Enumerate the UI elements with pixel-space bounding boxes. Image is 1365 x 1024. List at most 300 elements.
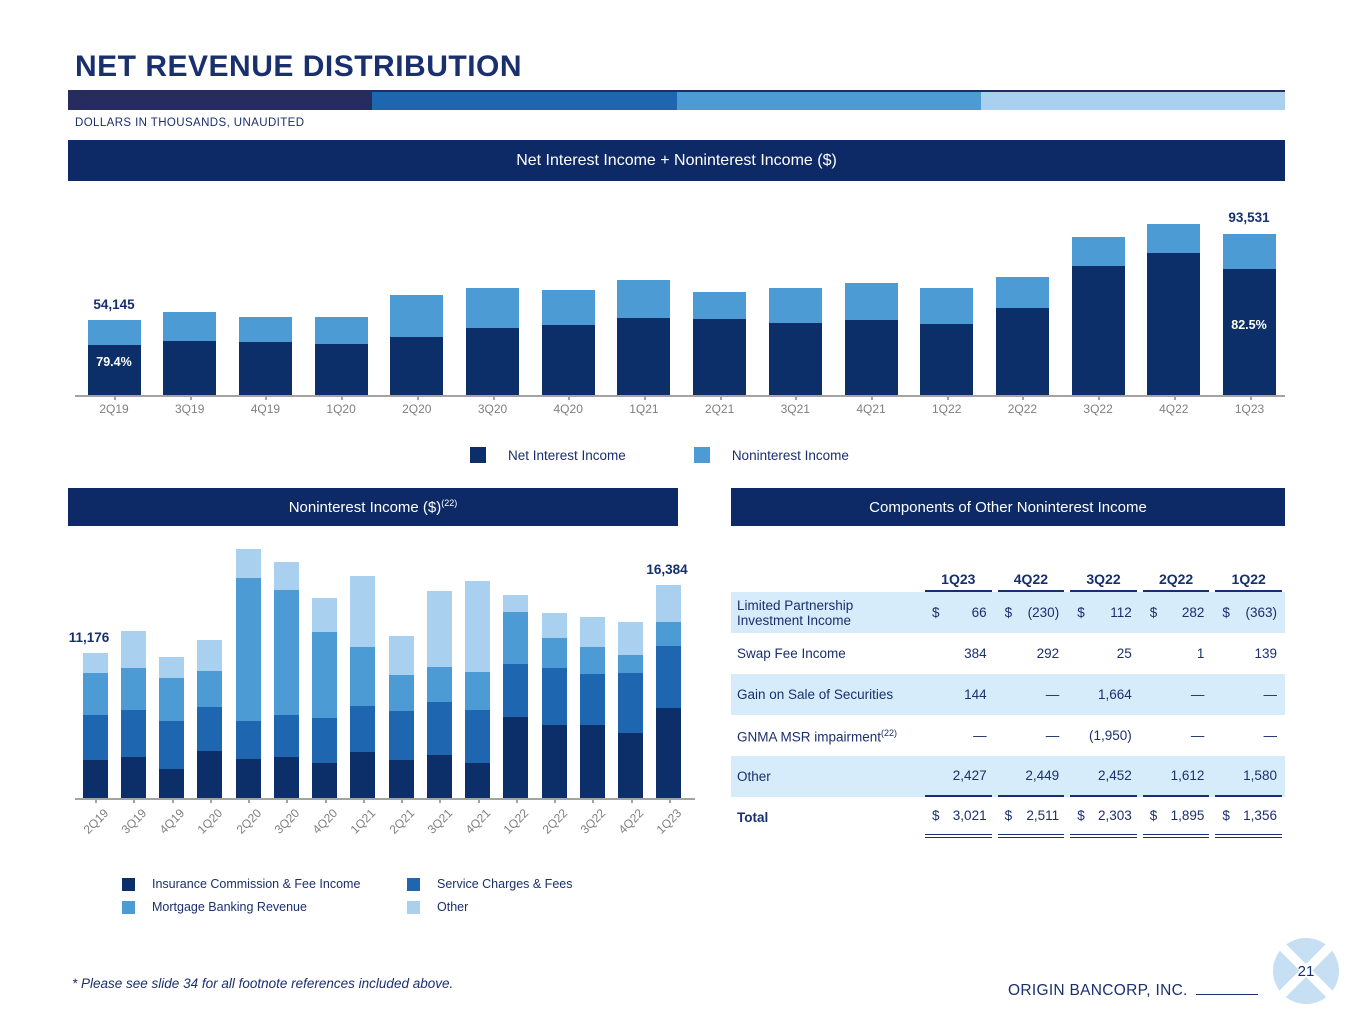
segment-service-charges-fees bbox=[618, 673, 643, 733]
axis-tick bbox=[592, 798, 594, 803]
axis-tick bbox=[210, 798, 212, 803]
table-value-cell bbox=[925, 797, 992, 838]
segment-service-charges-fees bbox=[312, 718, 337, 763]
row-label: Swap Fee Income bbox=[737, 646, 846, 661]
top-chart-banner bbox=[68, 140, 1285, 181]
table-value-cell bbox=[925, 674, 992, 715]
legend-label: Mortgage Banking Revenue bbox=[152, 900, 307, 914]
segment-service-charges-fees bbox=[83, 715, 108, 760]
top-chart-last-total-label: 93,531 bbox=[1228, 210, 1270, 225]
legend-swatch bbox=[122, 878, 135, 891]
accent-bar-segment bbox=[68, 92, 372, 110]
row-label: Other bbox=[737, 769, 771, 784]
axis-tick bbox=[114, 395, 116, 400]
segment-noninterest-income bbox=[920, 288, 973, 323]
revenue-bar-4Q21 bbox=[845, 283, 898, 395]
cell-value: 144 bbox=[964, 687, 987, 702]
segment-mortgage-banking-revenue bbox=[350, 647, 375, 706]
segment-insurance-commission-fee-income bbox=[350, 752, 375, 799]
segment-service-charges-fees bbox=[197, 707, 222, 751]
segment-mortgage-banking-revenue bbox=[236, 578, 261, 721]
segment-service-charges-fees bbox=[389, 711, 414, 760]
segment-mortgage-banking-revenue bbox=[580, 647, 605, 673]
legend-label: Other bbox=[437, 900, 469, 914]
segment-noninterest-income bbox=[239, 317, 292, 342]
cell-value: 1,612 bbox=[1170, 768, 1205, 783]
axis-tick bbox=[172, 798, 174, 803]
segment-service-charges-fees bbox=[465, 710, 490, 763]
table-value-cell bbox=[925, 756, 992, 797]
x-axis-label: 4Q20 bbox=[309, 806, 341, 837]
revenue-bar-1Q20 bbox=[315, 317, 368, 395]
segment-other bbox=[465, 581, 490, 672]
axis-tick bbox=[401, 798, 403, 803]
segment-insurance-commission-fee-income bbox=[465, 763, 490, 799]
legend-swatch bbox=[470, 447, 486, 463]
legend-label: Insurance Commission & Fee Income bbox=[152, 877, 361, 891]
table-row-swap-fee-income bbox=[731, 633, 1285, 674]
x-axis-label: 1Q23 bbox=[653, 806, 685, 837]
table-value-cell bbox=[1143, 674, 1210, 715]
segment-net-interest-income bbox=[617, 318, 670, 395]
segment-other bbox=[121, 631, 146, 668]
segment-net-interest-income bbox=[1072, 266, 1125, 395]
segment-service-charges-fees bbox=[542, 668, 567, 725]
dollar-sign: $ bbox=[1149, 808, 1158, 823]
dollar-sign: $ bbox=[1149, 605, 1158, 620]
table-value-cell bbox=[925, 633, 992, 674]
header-accent-bar bbox=[68, 90, 1285, 112]
axis-tick bbox=[478, 798, 480, 803]
net-revenue-stacked-bar-chart bbox=[68, 185, 1285, 395]
x-axis-label: 2Q22 bbox=[1007, 402, 1038, 416]
cell-value: (1,950) bbox=[1089, 728, 1132, 743]
axis-tick bbox=[417, 395, 419, 400]
table-value-cell bbox=[1143, 715, 1210, 756]
segment-other bbox=[83, 653, 108, 673]
segment-noninterest-income bbox=[466, 288, 519, 327]
x-axis-label: 2Q19 bbox=[80, 806, 111, 837]
cell-value: 25 bbox=[1116, 646, 1132, 661]
bottom-chart-last-total-label: 16,384 bbox=[646, 562, 688, 577]
dollar-sign: $ bbox=[1004, 605, 1013, 620]
segment-noninterest-income bbox=[845, 283, 898, 321]
table-value-cell bbox=[1143, 592, 1210, 633]
segment-noninterest-income bbox=[315, 317, 368, 344]
cell-value: 2,427 bbox=[952, 768, 987, 783]
cell-value: — bbox=[1263, 687, 1277, 702]
segment-mortgage-banking-revenue bbox=[159, 678, 184, 722]
segment-noninterest-income bbox=[996, 277, 1049, 308]
cell-value: 282 bbox=[1181, 605, 1205, 620]
segment-insurance-commission-fee-income bbox=[159, 769, 184, 799]
segment-other bbox=[350, 576, 375, 647]
x-axis-label: 3Q19 bbox=[175, 402, 205, 416]
noninterest-bar-3Q20 bbox=[274, 562, 299, 799]
legend-label: Noninterest Income bbox=[731, 447, 849, 463]
noninterest-bar-3Q19 bbox=[121, 631, 146, 799]
segment-insurance-commission-fee-income bbox=[656, 708, 681, 799]
noninterest-income-stacked-bar-chart bbox=[68, 538, 708, 799]
segment-net-interest-income bbox=[693, 319, 746, 395]
table-value-cell bbox=[1143, 797, 1210, 838]
noninterest-bar-1Q22 bbox=[503, 595, 528, 799]
table-value-cell bbox=[1143, 633, 1210, 674]
segment-other bbox=[503, 595, 528, 613]
x-axis-label: 4Q20 bbox=[553, 402, 583, 416]
segment-noninterest-income bbox=[390, 295, 443, 337]
segment-service-charges-fees bbox=[427, 702, 452, 755]
revenue-bar-3Q22 bbox=[1072, 237, 1125, 395]
axis-tick bbox=[363, 798, 365, 803]
segment-mortgage-banking-revenue bbox=[427, 667, 452, 703]
table-value-cell bbox=[1070, 797, 1137, 838]
segment-service-charges-fees bbox=[580, 674, 605, 725]
x-axis-label: 1Q20 bbox=[194, 806, 226, 837]
revenue-bar-2Q21 bbox=[693, 292, 746, 395]
segment-other bbox=[389, 636, 414, 675]
legend-label: Service Charges & Fees bbox=[437, 877, 573, 891]
segment-service-charges-fees bbox=[656, 646, 681, 707]
x-axis-label: 2Q21 bbox=[386, 806, 417, 837]
table-value-cell bbox=[1070, 592, 1137, 633]
axis-tick bbox=[554, 798, 556, 803]
x-axis-label: 3Q20 bbox=[271, 806, 303, 837]
axis-tick bbox=[439, 798, 441, 803]
bottom-chart-legend bbox=[122, 877, 572, 914]
x-axis-label: 3Q21 bbox=[780, 402, 810, 416]
cell-value: — bbox=[1045, 687, 1060, 702]
segment-mortgage-banking-revenue bbox=[542, 638, 567, 669]
x-axis-label: 2Q21 bbox=[704, 402, 735, 416]
cell-value: 2,452 bbox=[1097, 768, 1132, 783]
footnote: * Please see slide 34 for all footnote references included above. bbox=[72, 976, 454, 991]
noninterest-bar-2Q22 bbox=[542, 613, 567, 799]
segment-net-interest-income bbox=[1223, 269, 1276, 395]
accent-bar-segment bbox=[981, 92, 1285, 110]
axis-tick bbox=[644, 395, 646, 400]
segment-net-interest-income bbox=[542, 325, 595, 395]
cell-value: 384 bbox=[964, 646, 987, 661]
noninterest-bar-1Q23 bbox=[656, 585, 681, 799]
legend-item-service-charges-fees bbox=[407, 877, 572, 891]
table-value-cell bbox=[1070, 674, 1137, 715]
table-banner bbox=[731, 488, 1285, 526]
axis-tick bbox=[516, 798, 518, 803]
revenue-bar-3Q21 bbox=[769, 288, 822, 395]
segment-noninterest-income bbox=[693, 292, 746, 319]
segment-mortgage-banking-revenue bbox=[389, 675, 414, 711]
segment-noninterest-income bbox=[88, 320, 141, 344]
cell-value: (363) bbox=[1245, 605, 1277, 620]
segment-net-interest-income bbox=[769, 323, 822, 395]
segment-insurance-commission-fee-income bbox=[427, 755, 452, 799]
axis-tick bbox=[568, 395, 570, 400]
segment-mortgage-banking-revenue bbox=[274, 590, 299, 715]
table-row-limited-partnership-investment-income bbox=[731, 592, 1285, 633]
x-axis-label: 1Q21 bbox=[629, 402, 659, 416]
segment-mortgage-banking-revenue bbox=[465, 672, 490, 710]
table-col-header-3q22: 3Q22 bbox=[1070, 571, 1137, 592]
segment-insurance-commission-fee-income bbox=[542, 725, 567, 799]
table-value-cell bbox=[925, 592, 992, 633]
segment-insurance-commission-fee-income bbox=[236, 759, 261, 799]
cell-value: — bbox=[1045, 728, 1060, 743]
segment-net-interest-income bbox=[88, 345, 141, 395]
cell-value: 2,511 bbox=[1026, 808, 1060, 823]
footnote-ref: (22) bbox=[441, 497, 458, 508]
x-axis-label: 2Q22 bbox=[539, 806, 570, 837]
cell-value: 66 bbox=[971, 605, 987, 620]
x-axis-label: 4Q22 bbox=[1159, 402, 1189, 416]
dollar-sign: $ bbox=[932, 605, 940, 620]
x-axis-label: 2Q19 bbox=[99, 402, 129, 416]
x-axis-label: 4Q21 bbox=[462, 806, 494, 837]
revenue-bar-1Q23 bbox=[1223, 233, 1276, 395]
revenue-bar-1Q21 bbox=[617, 280, 670, 395]
segment-insurance-commission-fee-income bbox=[618, 733, 643, 799]
segment-noninterest-income bbox=[163, 312, 216, 340]
segment-noninterest-income bbox=[542, 290, 595, 324]
segment-service-charges-fees bbox=[236, 721, 261, 759]
legend-item-noninterest-income bbox=[694, 447, 849, 463]
top-chart-first-total-label: 54,145 bbox=[93, 297, 135, 312]
segment-net-interest-income bbox=[1147, 253, 1200, 395]
segment-mortgage-banking-revenue bbox=[312, 632, 337, 718]
noninterest-bar-4Q19 bbox=[159, 657, 184, 799]
x-axis-label: 1Q20 bbox=[326, 402, 356, 416]
axis-tick bbox=[1022, 395, 1024, 400]
origin-logo bbox=[1273, 938, 1339, 1004]
top-chart-last-pct-label: 82.5% bbox=[1231, 318, 1267, 332]
table-row-total bbox=[731, 797, 1285, 838]
footnote-ref: (22) bbox=[881, 728, 898, 739]
subtitle: DOLLARS IN THOUSANDS, UNAUDITED bbox=[75, 117, 305, 129]
segment-insurance-commission-fee-income bbox=[121, 757, 146, 799]
cell-value: 112 bbox=[1110, 605, 1132, 620]
legend-swatch bbox=[694, 447, 710, 463]
segment-other bbox=[159, 657, 184, 677]
revenue-bar-4Q22 bbox=[1147, 224, 1200, 395]
noninterest-bar-2Q19 bbox=[83, 653, 108, 799]
segment-other bbox=[656, 585, 681, 622]
row-label: Total bbox=[737, 810, 769, 825]
top-chart-first-pct-label: 79.4% bbox=[96, 355, 132, 369]
bottom-chart-banner bbox=[68, 488, 678, 526]
table-col-header-1q22: 1Q22 bbox=[1215, 571, 1282, 592]
x-axis-label: 4Q19 bbox=[250, 402, 281, 416]
x-axis-label: 1Q21 bbox=[347, 806, 379, 837]
legend-swatch bbox=[407, 878, 420, 891]
cell-value: — bbox=[1190, 728, 1205, 743]
revenue-bar-3Q20 bbox=[466, 288, 519, 395]
segment-insurance-commission-fee-income bbox=[503, 717, 528, 799]
x-axis-label: 4Q19 bbox=[156, 806, 188, 837]
table-value-cell bbox=[1215, 797, 1282, 838]
table-title: Components of Other Noninterest Income bbox=[869, 498, 1147, 516]
cell-value: 1,895 bbox=[1170, 808, 1205, 823]
legend-item-net-interest-income bbox=[470, 447, 626, 463]
segment-mortgage-banking-revenue bbox=[656, 622, 681, 647]
bottom-chart-x-axis bbox=[75, 798, 695, 800]
legend-item-mortgage-banking-revenue bbox=[122, 900, 407, 914]
axis-tick bbox=[871, 395, 873, 400]
x-axis-label: 3Q21 bbox=[424, 806, 456, 837]
axis-tick bbox=[190, 395, 192, 400]
cell-value: 139 bbox=[1254, 646, 1277, 661]
top-chart-legend bbox=[470, 447, 849, 463]
axis-tick bbox=[1098, 395, 1100, 400]
segment-mortgage-banking-revenue bbox=[503, 612, 528, 664]
axis-tick bbox=[1174, 395, 1176, 400]
x-axis-label: 3Q22 bbox=[577, 806, 609, 837]
table-row-gain-on-sale-of-securities bbox=[731, 674, 1285, 715]
table-value-cell bbox=[1070, 756, 1137, 797]
dollar-sign: $ bbox=[932, 808, 940, 823]
segment-insurance-commission-fee-income bbox=[580, 725, 605, 799]
axis-tick bbox=[947, 395, 949, 400]
row-label: Gain on Sale of Securities bbox=[737, 687, 894, 702]
axis-tick bbox=[341, 395, 343, 400]
legend-swatch bbox=[122, 901, 135, 914]
table-header-row bbox=[731, 556, 1285, 592]
segment-net-interest-income bbox=[163, 341, 216, 395]
legend-item-insurance-commission-fee-income bbox=[122, 877, 407, 891]
table-value-cell bbox=[925, 715, 992, 756]
segment-noninterest-income bbox=[617, 280, 670, 319]
revenue-bar-3Q19 bbox=[163, 312, 216, 395]
cell-value: — bbox=[1263, 728, 1277, 743]
segment-mortgage-banking-revenue bbox=[618, 655, 643, 673]
segment-other bbox=[236, 549, 261, 578]
legend-label: Net Interest Income bbox=[508, 447, 626, 463]
x-axis-label: 4Q22 bbox=[615, 806, 647, 837]
cell-value: 2,449 bbox=[1025, 768, 1060, 783]
noninterest-bar-3Q21 bbox=[427, 591, 452, 799]
table-col-header-1q23: 1Q23 bbox=[925, 571, 992, 592]
segment-net-interest-income bbox=[466, 328, 519, 395]
table-value-cell bbox=[998, 674, 1065, 715]
table-col-header-2q22: 2Q22 bbox=[1143, 571, 1210, 592]
noninterest-bar-4Q22 bbox=[618, 622, 643, 799]
cell-value: — bbox=[1190, 687, 1205, 702]
company-underline bbox=[1196, 994, 1258, 995]
x-axis-label: 2Q20 bbox=[233, 806, 264, 837]
segment-other bbox=[618, 622, 643, 655]
x-axis-label: 3Q22 bbox=[1083, 402, 1113, 416]
segment-noninterest-income bbox=[1072, 237, 1125, 266]
table-value-cell bbox=[998, 592, 1065, 633]
axis-tick bbox=[248, 798, 250, 803]
x-axis-label: 2Q20 bbox=[402, 402, 432, 416]
segment-insurance-commission-fee-income bbox=[389, 760, 414, 799]
segment-other bbox=[580, 617, 605, 647]
noninterest-bar-2Q21 bbox=[389, 636, 414, 799]
accent-bar-segment bbox=[372, 92, 676, 110]
axis-tick bbox=[265, 395, 267, 400]
segment-service-charges-fees bbox=[350, 706, 375, 752]
company-name: ORIGIN BANCORP, INC. bbox=[1008, 982, 1258, 1000]
axis-tick bbox=[286, 798, 288, 803]
table-col-header-4q22: 4Q22 bbox=[998, 571, 1065, 592]
x-axis-label: 1Q23 bbox=[1234, 402, 1265, 416]
axis-tick bbox=[95, 798, 97, 803]
bottom-chart-first-total-label: 11,176 bbox=[68, 630, 110, 645]
table-value-cell bbox=[1215, 756, 1282, 797]
axis-tick bbox=[133, 798, 135, 803]
segment-insurance-commission-fee-income bbox=[274, 757, 299, 799]
top-chart-title: Net Interest Income + Noninterest Income ($) bbox=[516, 151, 837, 169]
segment-service-charges-fees bbox=[274, 715, 299, 757]
segment-service-charges-fees bbox=[121, 710, 146, 757]
x-axis-label: 4Q21 bbox=[856, 402, 886, 416]
segment-net-interest-income bbox=[315, 344, 368, 395]
segment-mortgage-banking-revenue bbox=[197, 671, 222, 707]
segment-net-interest-income bbox=[845, 320, 898, 395]
noninterest-bar-2Q20 bbox=[236, 549, 261, 799]
row-label: Limited Partnership Investment Income bbox=[737, 597, 854, 628]
cell-value: (230) bbox=[1027, 605, 1060, 620]
table-row-gnma-msr-impairment bbox=[731, 715, 1285, 756]
legend-item-other bbox=[407, 900, 572, 914]
dollar-sign: $ bbox=[1004, 808, 1013, 823]
segment-net-interest-income bbox=[239, 342, 292, 395]
segment-noninterest-income bbox=[1147, 224, 1200, 253]
revenue-bar-2Q22 bbox=[996, 277, 1049, 395]
axis-tick bbox=[720, 395, 722, 400]
segment-net-interest-income bbox=[920, 324, 973, 395]
x-axis-label: 1Q22 bbox=[932, 402, 962, 416]
noninterest-bar-1Q20 bbox=[197, 640, 222, 799]
segment-noninterest-income bbox=[769, 288, 822, 323]
x-axis-label: 1Q22 bbox=[500, 806, 532, 837]
cell-value: 292 bbox=[1036, 646, 1060, 661]
axis-tick bbox=[493, 395, 495, 400]
noninterest-bar-4Q21 bbox=[465, 581, 490, 799]
segment-net-interest-income bbox=[390, 337, 443, 395]
segment-noninterest-income bbox=[1223, 234, 1276, 270]
axis-tick bbox=[325, 798, 327, 803]
cell-value: 1,664 bbox=[1097, 687, 1132, 702]
dollar-sign: $ bbox=[1077, 808, 1085, 823]
segment-other bbox=[312, 598, 337, 632]
bottom-chart-title: Noninterest Income ($)$^{(22)}$ bbox=[288, 497, 458, 516]
segment-net-interest-income bbox=[996, 308, 1049, 395]
noninterest-bar-1Q21 bbox=[350, 576, 375, 799]
axis-tick bbox=[631, 798, 633, 803]
segment-other bbox=[274, 562, 299, 590]
x-axis-label: 3Q19 bbox=[118, 806, 150, 837]
table-value-cell bbox=[998, 633, 1065, 674]
segment-service-charges-fees bbox=[503, 664, 528, 717]
revenue-bar-4Q19 bbox=[239, 317, 292, 395]
segment-insurance-commission-fee-income bbox=[312, 763, 337, 799]
dollar-sign: $ bbox=[1077, 605, 1085, 620]
page-number: 21 bbox=[1297, 962, 1315, 980]
accent-bar-segment bbox=[677, 92, 981, 110]
dollar-sign: $ bbox=[1222, 808, 1230, 823]
noninterest-bar-3Q22 bbox=[580, 617, 605, 799]
segment-insurance-commission-fee-income bbox=[83, 760, 108, 799]
revenue-bar-2Q20 bbox=[390, 295, 443, 395]
top-chart-x-axis bbox=[75, 395, 1285, 397]
dollar-sign: $ bbox=[1222, 605, 1230, 620]
cell-value: 3,021 bbox=[952, 808, 987, 823]
table-value-cell bbox=[1215, 674, 1282, 715]
table-value-cell bbox=[1215, 633, 1282, 674]
segment-insurance-commission-fee-income bbox=[197, 751, 222, 799]
table-value-cell bbox=[998, 715, 1065, 756]
